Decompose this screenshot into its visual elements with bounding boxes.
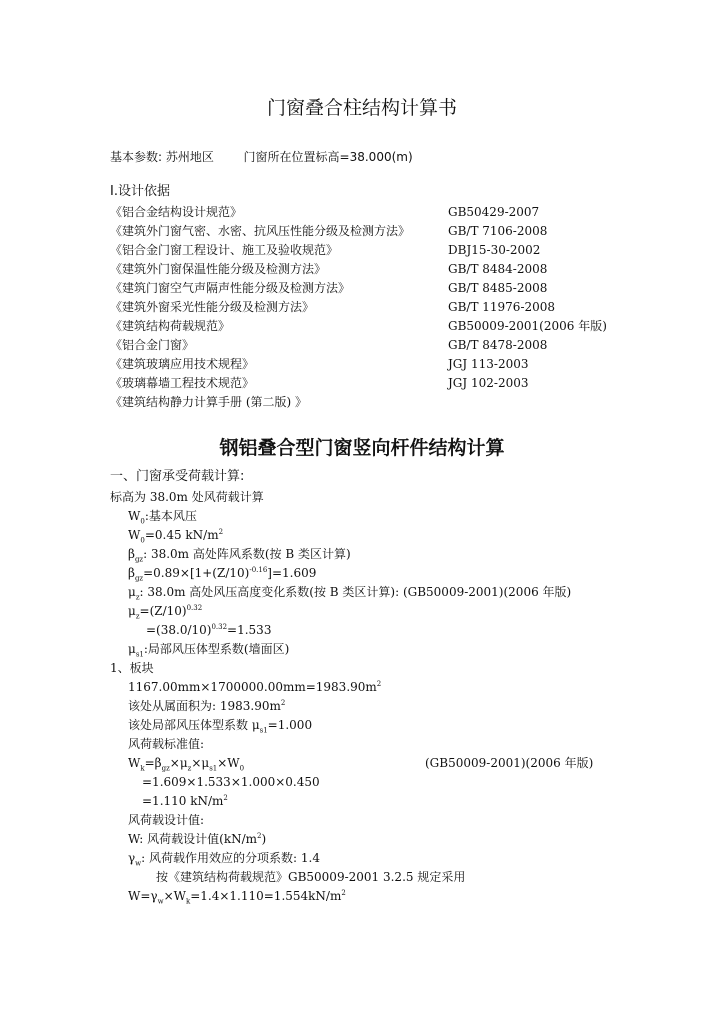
- basis-item-code: JGJ 102-2003: [448, 376, 529, 390]
- basis-item-name: 《建筑外窗采光性能分级及检测方法》: [110, 300, 315, 314]
- page-title: 门窗叠合柱结构计算书: [266, 97, 457, 119]
- mz-calc: $=(38.0/10)^{0.32}=1.533$: [146, 623, 272, 637]
- w-final: $W=\gamma_w\times W_k=1.4\times 1.110=1.554kN/m^2$: [128, 889, 346, 906]
- bgz-formula: $\beta_{gz}=0.89\times[1+(Z/10)^{-0.16}]=1.609$: [128, 566, 317, 583]
- wk-std-ref: (GB50009-2001)(2006 年版): [425, 756, 594, 770]
- basis-item-code: GB50429-2007: [448, 205, 540, 219]
- basis-item-name: 《铝合金结构设计规范》: [110, 205, 243, 219]
- basis-item-code: GB50009-2001(2006 年版): [448, 319, 607, 333]
- mz-def: $\mu_z$: 38.0m 高处风压高度变化系数(按 B 类区计算): (GB50009-2001)(2006 年版): [128, 585, 572, 602]
- basis-item-name: 《建筑结构荷载规范》: [110, 319, 231, 333]
- basic-params: [110, 150, 413, 164]
- w0-def: $W_0$:基本风压: [128, 509, 197, 526]
- section-title: 钢铝叠合型门窗竖向杆件结构计算: [219, 437, 505, 459]
- basis-item-name: 《建筑玻璃应用技术规程》: [110, 357, 255, 371]
- basis-item-code: GB/T 8478-2008: [448, 338, 548, 352]
- basis-item-name: 《建筑外门窗保温性能分级及检测方法》: [110, 262, 327, 276]
- sec1-intro: 标高为 38.0m 处风荷载计算: [110, 490, 264, 504]
- wk-formula: $W_k=\beta_{gz}\times\mu_z\times\mu_{s1}\times W_0$: [128, 756, 245, 773]
- basic-params-height: 门窗所在位置标高=38.000(m): [243, 150, 413, 164]
- basis-item-name: 《建筑门窗空气声隔声性能分级及检测方法》: [110, 281, 351, 295]
- wk-result: =1.110 $kN/m^2$: [142, 794, 228, 808]
- sec1-heading: 一、门窗承受荷载计算:: [110, 469, 245, 484]
- ms1-def: $\mu_{s1}$:局部风压体型系数(墙面区): [128, 642, 290, 659]
- w0-value: $W_0=0.45$ $kN/m^2$: [128, 528, 224, 545]
- basis-item-code: JGJ 113-2003: [448, 357, 529, 371]
- basis-item-code: GB/T 7106-2008: [448, 224, 548, 238]
- panel-from-area: 该处从属面积为: $1983.90m^2$: [128, 699, 286, 713]
- basis-item-name: 《建筑结构静力计算手册 (第二版) 》: [110, 395, 307, 409]
- basis-item-code: DBJ15-30-2002: [448, 243, 541, 257]
- w-design-label: 风荷载设计值:: [128, 813, 205, 827]
- gw-ref: 按《建筑结构荷载规范》GB50009-2001 3.2.5 规定采用: [156, 870, 466, 884]
- gw-def: $\gamma_w$: 风荷载作用效应的分项系数: 1.4: [128, 851, 320, 868]
- panel-local-coef: 该处局部风压体型系数 $\mu_{s1}=1.000$: [128, 718, 313, 735]
- panel-heading: 1、板块: [110, 661, 154, 675]
- wk-calc: =1.609×1.533×1.000×0.450: [142, 775, 320, 789]
- w-desc: W: 风荷载设计值$(kN/m^2)$: [128, 832, 267, 846]
- bgz-def: $\beta_{gz}$: 38.0m 高处阵风系数(按 B 类区计算): [128, 547, 351, 564]
- basic-params-region: 苏州地区: [165, 150, 214, 164]
- basis-item-name: 《玻璃幕墙工程技术规范》: [110, 376, 255, 390]
- basic-params-label: 基本参数:: [110, 150, 163, 164]
- basis-item-code: GB/T 8485-2008: [448, 281, 548, 295]
- wk-std-label: 风荷载标准值:: [128, 737, 205, 751]
- panel-area: $1167.00mm\times 1700000.00mm=1983.90m^2$: [128, 680, 382, 694]
- basis-item-code: GB/T 11976-2008: [448, 300, 556, 314]
- mz-formula: $\mu_z=(Z/10)^{0.32}$: [128, 604, 203, 621]
- basis-heading: Ⅰ.设计依据: [110, 184, 170, 199]
- basis-item-name: 《铝合金门窗工程设计、施工及验收规范》: [110, 243, 339, 257]
- basis-item-name: 《建筑外门窗气密、水密、抗风压性能分级及检测方法》: [110, 224, 411, 238]
- basis-item-name: 《铝合金门窗》: [110, 338, 195, 352]
- basis-item-code: GB/T 8484-2008: [448, 262, 548, 276]
